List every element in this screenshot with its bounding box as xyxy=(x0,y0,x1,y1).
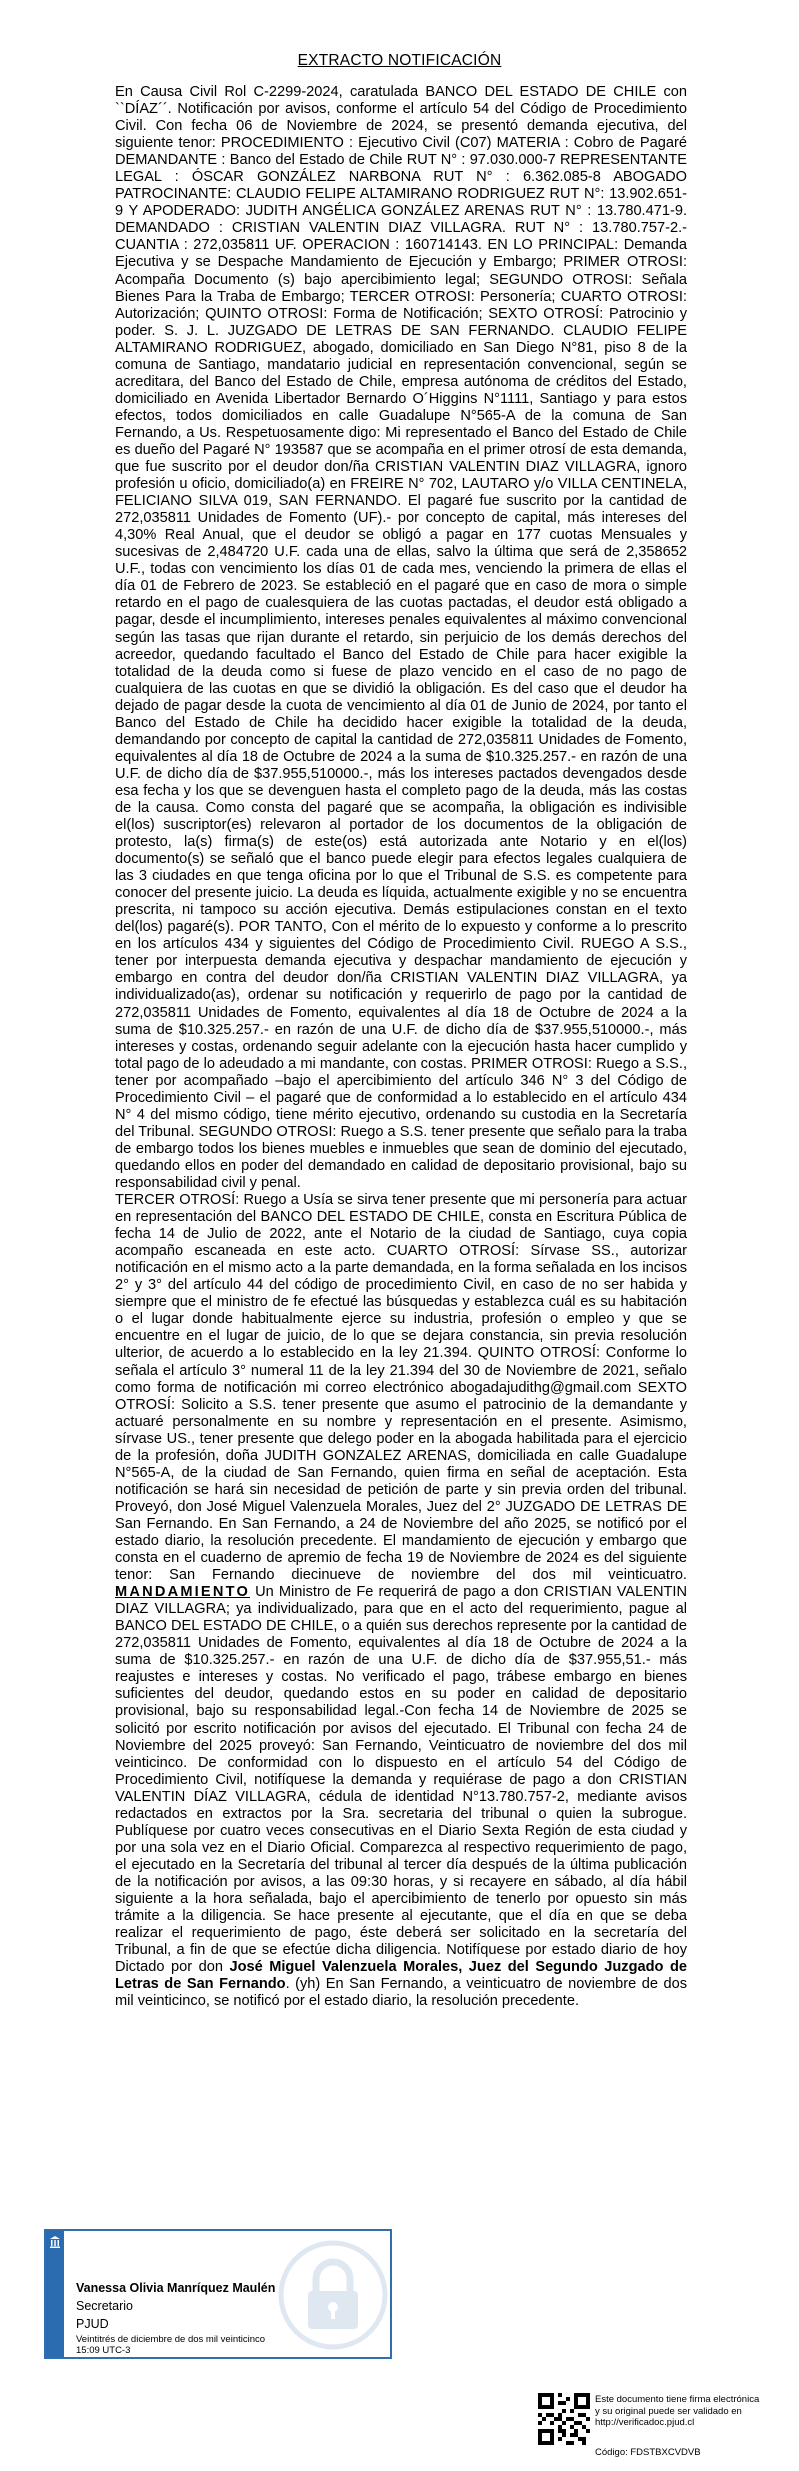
signature-date xyxy=(76,2334,306,2356)
signature-side-bar xyxy=(46,2231,64,2357)
signature-time-text: 15:09 UTC-3 xyxy=(76,2345,131,2356)
document-body xyxy=(115,84,687,2010)
signer-name: Vanessa Olivia Manríquez Maulén xyxy=(76,2281,276,2295)
court-icon xyxy=(49,2235,61,2249)
verification-line-1: Este documento tiene firma electrónica xyxy=(595,2394,760,2405)
paragraph-otrosis-text: TERCER OTROSÍ: Ruego a Usía se sirva tener presente que mi personería para actuar en representación del BANCO DEL ESTADO DE CHILE, consta en Escritura Pública de fecha 14 de Julio de 2022, ante el Notario de la ciudad de Santiago, cuya copia acompaño escaneada en este acto. CUARTO OTROSÍ: Sírvase SS., autorizar notificación en el mismo acto a la parte demandada, en la forma señalada en los incisos 2° y 3° del artículo 44 del código de procedimiento Civil, en caso de no ser habida y siempre que el ministro de fe efectué las búsquedas y establezca cuál es su habitación o el lugar donde habitualmente ejerce su industria, profesión o empleo y que se encuentre en el lugar de juicio, de lo que se dejara constancia, sin previa resolución ulterior, de acuerdo a lo establecido en la ley 21.394. QUINTO OTROSÍ: Conforme lo señala el artículo 3° numeral 11 de la ley 21.394 del 30 de Noviembre de 2021, señalo como forma de notificación mi correo electrónico abogadajudithg@gmail.com SEXTO OTROSÍ: Solicito a S.S. tener presente que asumo el patrocinio de la demandante y actuaré personalmente en su nombre y representación en el presente. Asimismo, sírvase US., tener presente que delego poder en la abogada habilitada para el ejercicio de la profesión, doña JUDITH GONZALEZ ARENAS, domiciliada en calle Guadalupe N°565-A, de la ciudad de San Fernando, quien firma en señal de aceptación. Esta notificación se hará sin necesidad de petición de parte y sin previa orden del tribunal. Proveyó, don José Miguel Valenzuela Morales, Juez del 2° JUZGADO DE LETRAS DE San Fernando. En San Fernando, a 24 de Noviembre del año 2025, se notificó por el estado diario, la resolución precedente. xyxy=(115,1192,687,1549)
paragraph-mandamiento-intro: El mandamiento de ejecución y embargo que consta en el cuaderno de apremio de fecha 19 de Noviembre de 2024 es del siguiente tenor: San Fernando diecinueve de noviembre del dos mil veinticuatro. xyxy=(115,1532,687,1584)
electronic-signature-box xyxy=(44,2229,392,2359)
paragraph-closing: . (yh) En San Fernando, a veinticuatro de noviembre de dos mil veinticinco, se notificó por el estado diario, la resolución precedente. xyxy=(115,1976,687,2010)
signature-date-text: Veintitrés de diciembre de dos mil veinticinco xyxy=(76,2334,266,2345)
paragraph-demand: En Causa Civil Rol C-2299-2024, caratulada BANCO DEL ESTADO DE CHILE con ``DÍAZ´´. Notificación por avisos, conforme el artículo 54 del Código de Procedimiento Civil. Con fecha 06 de Noviembre de 2024, se presentó demanda ejecutiva, del siguiente tenor: PROCEDIMIENTO : Ejecutivo Civil (C07) MATERIA : Cobro de Pagaré DEMANDANTE : Banco del Estado de Chile RUT N° : 97.030.000-7 REPRESENTANTE LEGAL : ÓSCAR GONZÁLEZ NARBONA RUT N° : 6.362.085-8 ABOGADO PATROCINANTE: CLAUDIO FELIPE ALTAMIRANO RODRIGUEZ RUT N°: 13.902.651-9 Y APODERADO: JUDITH ANGÉLICA GONZÁLEZ ARENAS RUT N° : 13.780.471-9. DEMANDADO : CRISTIAN VALENTIN DIAZ VILLAGRA. RUT N° : 13.780.757-2.- CUANTIA : 272,035811 UF. OPERACION : 160714143. EN LO PRINCIPAL: Demanda Ejecutiva y se Despache Mandamiento de Ejecución y Embargo; PRIMER OTROSI: Acompaña Documento (s) bajo apercibimiento legal; SEGUNDO OTROSI: Señala Bienes Para la Traba de Embargo; TERCER OTROSI: Personería; CUARTO OTROSI: Autorización; QUINTO OTROSI: Forma de Notificación; SEXTO OTROSÍ: Patrocinio y poder. S. J. L. JUZGADO DE LETRAS DE SAN FERNANDO. CLAUDIO FELIPE ALTAMIRANO RODRIGUEZ, abogado, domiciliado en San Diego N°81, piso 8 de la comuna de Santiago, mandatario judicial en representación convencional, según se acreditara, del Banco del Estado de Chile, empresa autónoma de créditos del Estado, domiciliado en Avenida Libertador Bernardo O´Higgins N°1111, Santiago y para estos efectos, todos domiciliados en calle Guadalupe N°565-A de la comuna de San Fernando, a Us. Respetuosamente digo: Mi representado el Banco del Estado de Chile es dueño del Pagaré N° 193587 que se acompaña en el primer otrosí de esta demanda, que fue suscrito por el deudor don/ña CRISTIAN VALENTIN DIAZ VILLAGRA, ignoro profesión u oficio, domiciliado(a) en FREIRE N° 702, LAUTARO y/o VILLA CENTINELA, FELICIANO SILVA 019, SAN FERNANDO. El pagaré fue suscrito por la cantidad de 272,035811 Unidades de Fomento (UF).- por concepto de capital, más intereses del 4,30% Real Anual, que el deudor se obligó a pagar en 177 cuotas Mensuales y sucesivas de 2,484720 U.F. cada una de ellas, salvo la última que será de 2,358652 U.F., todas con vencimiento los días 01 de cada mes, venciendo la primera de ellas el día 01 de Febrero de 2023. Se estableció en el pagaré que en caso de mora o simple retardo en el pago de cualesquiera de las cuotas pactadas, el deudor está obligado a pagar, desde el incumplimiento, intereses penales equivalentes al máximo convencional según las tasas que rijan durante el retardo, sin perjuicio de los demás derechos del acreedor, quedando facultado el Banco del Estado de Chile para hacer exigible la totalidad de la deuda como si fuese de plazo vencido en el caso de no pago de cualquiera de las cuotas en que se dividió la obligación. Es del caso que el deudor ha dejado de pagar desde la cuota de vencimiento al día 01 de Junio de 2024, por tanto el Banco del Estado de Chile ha decidido hacer exigible la totalidad de la deuda, demandando por concepto de capital la cantidad de 272,035811 Unidades de Fomento, equivalentes al día 18 de Octubre de 2024 a la suma de $10.325.257.- en razón de una U.F. de dicho día de $37.955,510000.-, más los intereses pactados devengados desde esa fecha y los que se devenguen hasta el completo pago de la deuda, más las costas de la causa. Como consta del pagaré que se acompaña, la obligación es indivisible el(los) suscriptor(es) relevaron al portador de los documentos de la obligación de protesto, la(s) firma(s) de este(os) está autorizada ante Notario y en el(los) documento(s) se señaló que el banco puede elegir para efectos legales cualquiera de las 3 ciudades en que tenga oficina por lo que el Tribunal de S.S. es competente para conocer del presente juicio. La deuda es líquida, actualmente exigible y no se encuentra prescrita, ni tampoco su acción ejecutiva. Demás estipulaciones constan en el texto del(los) pagaré(s). POR TANTO, Con el mérito de lo expuesto y conforme a lo prescrito en los artículos 434 y siguientes del Código de Procedimiento Civil. RUEGO A S.S., tener por interpuesta demanda ejecutiva y despachar mandamiento de ejecución y embargo en contra del deudor don/ña CRISTIAN VALENTIN DIAZ VILLAGRA, ya individualizado(as), ordenar su notificación y requerirlo de pago por la cantidad de 272,035811 Unidades de Fomento, equivalentes al día 18 de Octubre de 2024 a la suma de $10.325.257.- en razón de una U.F. de dicho día de $37.955,510000.-, más intereses y costas, ordenando seguir adelante con la ejecución hasta hacer cumplido y total pago de lo adeudado a mi mandante, con costas. PRIMER OTROSI: Ruego a S.S., tener por acompañado –bajo el apercibimiento del artículo 346 N° 3 del Código de Procedimiento Civil – el pagaré que de conformidad a lo establecido en el artículo 434 N° 4 del mismo código, tiene mérito ejecutivo, ordenando su custodia en la Secretaría del Tribunal. SEGUNDO OTROSI: Ruego a S.S. tener presente que señalo para la traba de embargo todos los bienes muebles e inmuebles que sean de dominio del ejecutado, quedando ellos en poder del demandado en calidad de depositario provisional, bajo su responsabilidad civil y penal. xyxy=(115,84,687,1191)
paragraph-otrosis xyxy=(115,1192,687,2010)
signer-org: PJUD xyxy=(76,2317,109,2331)
verification-line-2: y su original puede ser validado en xyxy=(595,2405,742,2417)
mandamiento-heading: MANDAMIENTO xyxy=(115,1584,250,1601)
qr-code-icon xyxy=(538,2393,590,2445)
signer-role: Secretario xyxy=(76,2299,133,2313)
paragraph-mandamiento-text: Un Ministro de Fe requerirá de pago a don CRISTIAN VALENTIN DIAZ VILLAGRA; ya individualizado, para que en el acto del requerimiento, pague al BANCO DEL ESTADO DE CHILE, o a quién sus derechos represente por la cantidad de 272,035811 Unidades de Fomento, equivalentes al día 18 de Octubre de 2024 a la suma de $10.325.257.- en razón de una U.F. de dicho día de $37.955,51.- más reajustes e intereses y costas. No verificado el pago, trábese embargo en bienes suficientes del deudor, quedando estos en su poder en calidad de depositario provisional, bajo su responsabilidad legal.-Con fecha 14 de Noviembre de 2025 se solicitó por escrito notificación por avisos del ejecutado. El Tribunal con fecha 24 de Noviembre del 2025 proveyó: San Fernando, Veinticuatro de noviembre del dos mil veinticinco. De conformidad con lo dispuesto en el artículo 54 del Código de Procedimiento Civil, notifíquese la demanda y requiérase de pago a don CRISTIAN VALENTIN DÍAZ VILLAGRA, cédula de identidad N°13.780.757-2, mediante avisos redactados en extractos por la Sra. secretaria del tribunal o quien la subrogue. Publíquese por cuatro veces consecutivas en el Diario Sexta Región de esta ciudad y por una sola vez en el Diario Oficial. Comparezca al respectivo requerimiento de pago, el ejecutado en la Secretaría del tribunal al tercer día después de la última publicación de la notificación por avisos, a las 09:30 horas, y si recayere en sábado, al día hábil siguiente a la hora señalada, bajo el apercibimiento de tenerlo por opuesto sin más trámite a la diligencia. Se hace presente al ejecutante, que el día en que se deba realizar el requerimiento de pago, éste deberá ser solicitado en la secretaría del Tribunal, a fin de que se efectúe dicha diligencia. Notifíquese por estado diario de hoy Dictado por don xyxy=(115,1584,687,1976)
document-title: EXTRACTO NOTIFICACIÓN xyxy=(297,52,502,69)
verification-link[interactable]: http://verificadoc.pjud.cl xyxy=(595,2417,695,2428)
judge-name: José Miguel Valenzuela Morales, Juez del Segundo Juzgado de Letras de San Fernando xyxy=(115,1959,687,1993)
verification-code: Código: FDSTBXCVDVB xyxy=(595,2447,701,2458)
verification-note xyxy=(595,2394,795,2429)
